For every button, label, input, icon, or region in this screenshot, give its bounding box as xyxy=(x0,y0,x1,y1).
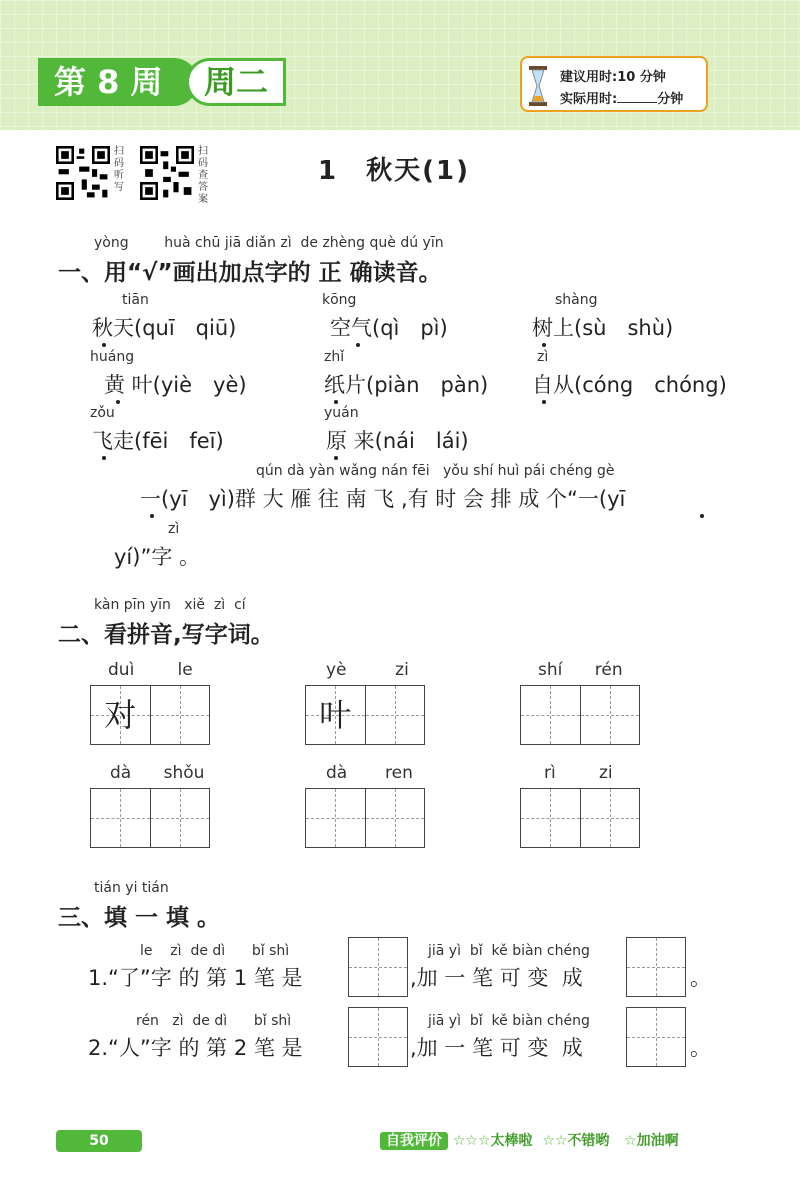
pinyin: kōng xyxy=(322,292,357,308)
week-label: 第 8 周 xyxy=(38,58,198,106)
grid-cell[interactable] xyxy=(521,686,580,744)
qr-code-icon[interactable] xyxy=(56,146,110,200)
word-pinyin: dà shǒu xyxy=(110,763,205,783)
grid-cell[interactable] xyxy=(580,789,640,847)
emphasis-dot xyxy=(102,343,106,347)
writing-grid[interactable] xyxy=(90,685,210,745)
star-icon[interactable]: ☆☆ xyxy=(542,1133,568,1149)
word-pinyin: shí rén xyxy=(538,660,623,680)
emphasis-dot xyxy=(356,343,360,347)
emphasis-dot xyxy=(150,514,154,518)
word-pinyin: dà ren xyxy=(326,763,413,783)
q1-pinyin-a: le zì de dì bǐ shì xyxy=(140,943,290,959)
sentence-pinyin: qún dà yàn wǎng nán fēi yǒu shí huì pái chéng gè xyxy=(256,463,615,479)
q2-pinyin-b: jiā yì bǐ kě biàn chéng xyxy=(428,1013,590,1029)
choice-item[interactable]: 自从(cóng chóng) xyxy=(532,373,727,397)
pinyin: zhǐ xyxy=(324,349,345,365)
answer-box[interactable] xyxy=(348,1007,408,1067)
section1-heading: 一、用“√”画出加点字的 正 确读音。 xyxy=(58,260,442,286)
hourglass-icon xyxy=(528,66,548,106)
star-icon[interactable]: ☆ xyxy=(624,1133,637,1149)
grid-cell[interactable] xyxy=(365,686,425,744)
q2-end: 。 xyxy=(690,1036,711,1060)
sentence-line-1[interactable]: 一(yī yì)群 大 雁 往 南 飞 ,有 时 会 排 成 个“一(yī xyxy=(140,487,626,511)
writing-grid[interactable] xyxy=(305,788,425,848)
choice-item[interactable]: 原 来(nái lái) xyxy=(326,429,469,453)
emphasis-dot xyxy=(334,456,338,460)
word-pinyin: rì zi xyxy=(544,763,613,783)
section1-heading-pinyin: yòng huà chū jiā diǎn zì de zhèng què dú yīn xyxy=(94,235,444,251)
pinyin: tiān xyxy=(122,292,149,308)
pinyin: zì xyxy=(537,349,549,365)
eval-label: 自我评价 xyxy=(380,1132,448,1150)
qr-caption-answer: 扫码查答案 xyxy=(198,146,208,205)
actual-time-blank[interactable] xyxy=(617,90,657,103)
section2-heading: 二、看拼音,写字词。 xyxy=(58,622,274,648)
grid-cell[interactable] xyxy=(150,686,210,744)
choice-item[interactable]: 树上(sù shù) xyxy=(532,316,674,340)
day-label: 周二 xyxy=(186,58,286,106)
q2-text-b: ,加 一 笔 可 变 成 xyxy=(410,1036,583,1060)
word-pinyin: yè zi xyxy=(326,660,409,680)
answer-box[interactable] xyxy=(626,937,686,997)
emphasis-dot xyxy=(542,400,546,404)
eval-good: 不错哟 xyxy=(567,1133,610,1149)
page-title: 1 秋天(1) xyxy=(318,156,470,186)
word-pinyin: duì le xyxy=(108,660,193,680)
grid-cell[interactable] xyxy=(521,789,580,847)
eval-great: 太棒啦 xyxy=(490,1133,533,1149)
self-evaluation xyxy=(380,1130,679,1150)
emphasis-dot xyxy=(334,400,338,404)
grid-cell[interactable] xyxy=(91,789,150,847)
grid-cell[interactable]: 叶 xyxy=(306,686,365,744)
pinyin: zǒu xyxy=(90,405,115,421)
pinyin: shàng xyxy=(555,292,598,308)
q1-text-b: ,加 一 笔 可 变 成 xyxy=(410,966,583,990)
grid-cell[interactable] xyxy=(365,789,425,847)
section2-heading-pinyin: kàn pīn yīn xiě zì cí xyxy=(94,597,246,613)
writing-grid[interactable] xyxy=(520,788,640,848)
section3-heading-pinyin: tián yi tián xyxy=(94,880,169,896)
grid-cell[interactable] xyxy=(580,686,640,744)
grid-cell[interactable] xyxy=(150,789,210,847)
sentence-pinyin-2: zì xyxy=(168,521,180,537)
grid-cell[interactable] xyxy=(306,789,365,847)
star-icon[interactable]: ☆☆☆ xyxy=(452,1133,491,1149)
choice-item[interactable]: 秋天(quī qiū) xyxy=(92,316,237,340)
q1-end: 。 xyxy=(690,966,711,990)
pinyin: huáng xyxy=(90,349,135,365)
actual-time-prefix: 实际用时: xyxy=(560,92,618,107)
section3-heading: 三、填 一 填 。 xyxy=(58,905,221,931)
q2-pinyin-a: rén zì de dì bǐ shì xyxy=(136,1013,292,1029)
sentence-line-2[interactable]: yí)”字 。 xyxy=(114,545,201,569)
eval-try: 加油啊 xyxy=(636,1133,679,1149)
suggested-time: 建议用时:10 分钟 xyxy=(560,70,666,85)
emphasis-dot xyxy=(700,514,704,518)
q2-text-a: 2.“人”字 的 第 2 笔 是 xyxy=(88,1036,303,1060)
answer-box[interactable] xyxy=(626,1007,686,1067)
choice-item[interactable]: 飞走(fēi feī) xyxy=(92,429,224,453)
q1-pinyin-b: jiā yì bǐ kě biàn chéng xyxy=(428,943,590,959)
writing-grid[interactable] xyxy=(305,685,425,745)
page-number: 50 xyxy=(56,1130,142,1152)
emphasis-dot xyxy=(102,456,106,460)
q1-text-a: 1.“了”字 的 第 1 笔 是 xyxy=(88,966,303,990)
choice-item[interactable]: 纸片(piàn pàn) xyxy=(324,373,489,397)
qr-code-icon[interactable] xyxy=(140,146,194,200)
choice-item[interactable]: 空气(qì pì) xyxy=(330,316,448,340)
time-box xyxy=(520,56,708,112)
choice-item[interactable]: 黄 叶(yiè yè) xyxy=(104,373,247,397)
actual-time xyxy=(560,88,683,107)
actual-time-suffix: 分钟 xyxy=(657,92,684,107)
pinyin: yuán xyxy=(324,405,359,421)
qr-caption-listen: 扫码听写 xyxy=(114,146,124,193)
writing-grid[interactable] xyxy=(90,788,210,848)
writing-grid[interactable] xyxy=(520,685,640,745)
emphasis-dot xyxy=(542,343,546,347)
answer-box[interactable] xyxy=(348,937,408,997)
emphasis-dot xyxy=(116,400,120,404)
grid-cell[interactable]: 对 xyxy=(91,686,150,744)
